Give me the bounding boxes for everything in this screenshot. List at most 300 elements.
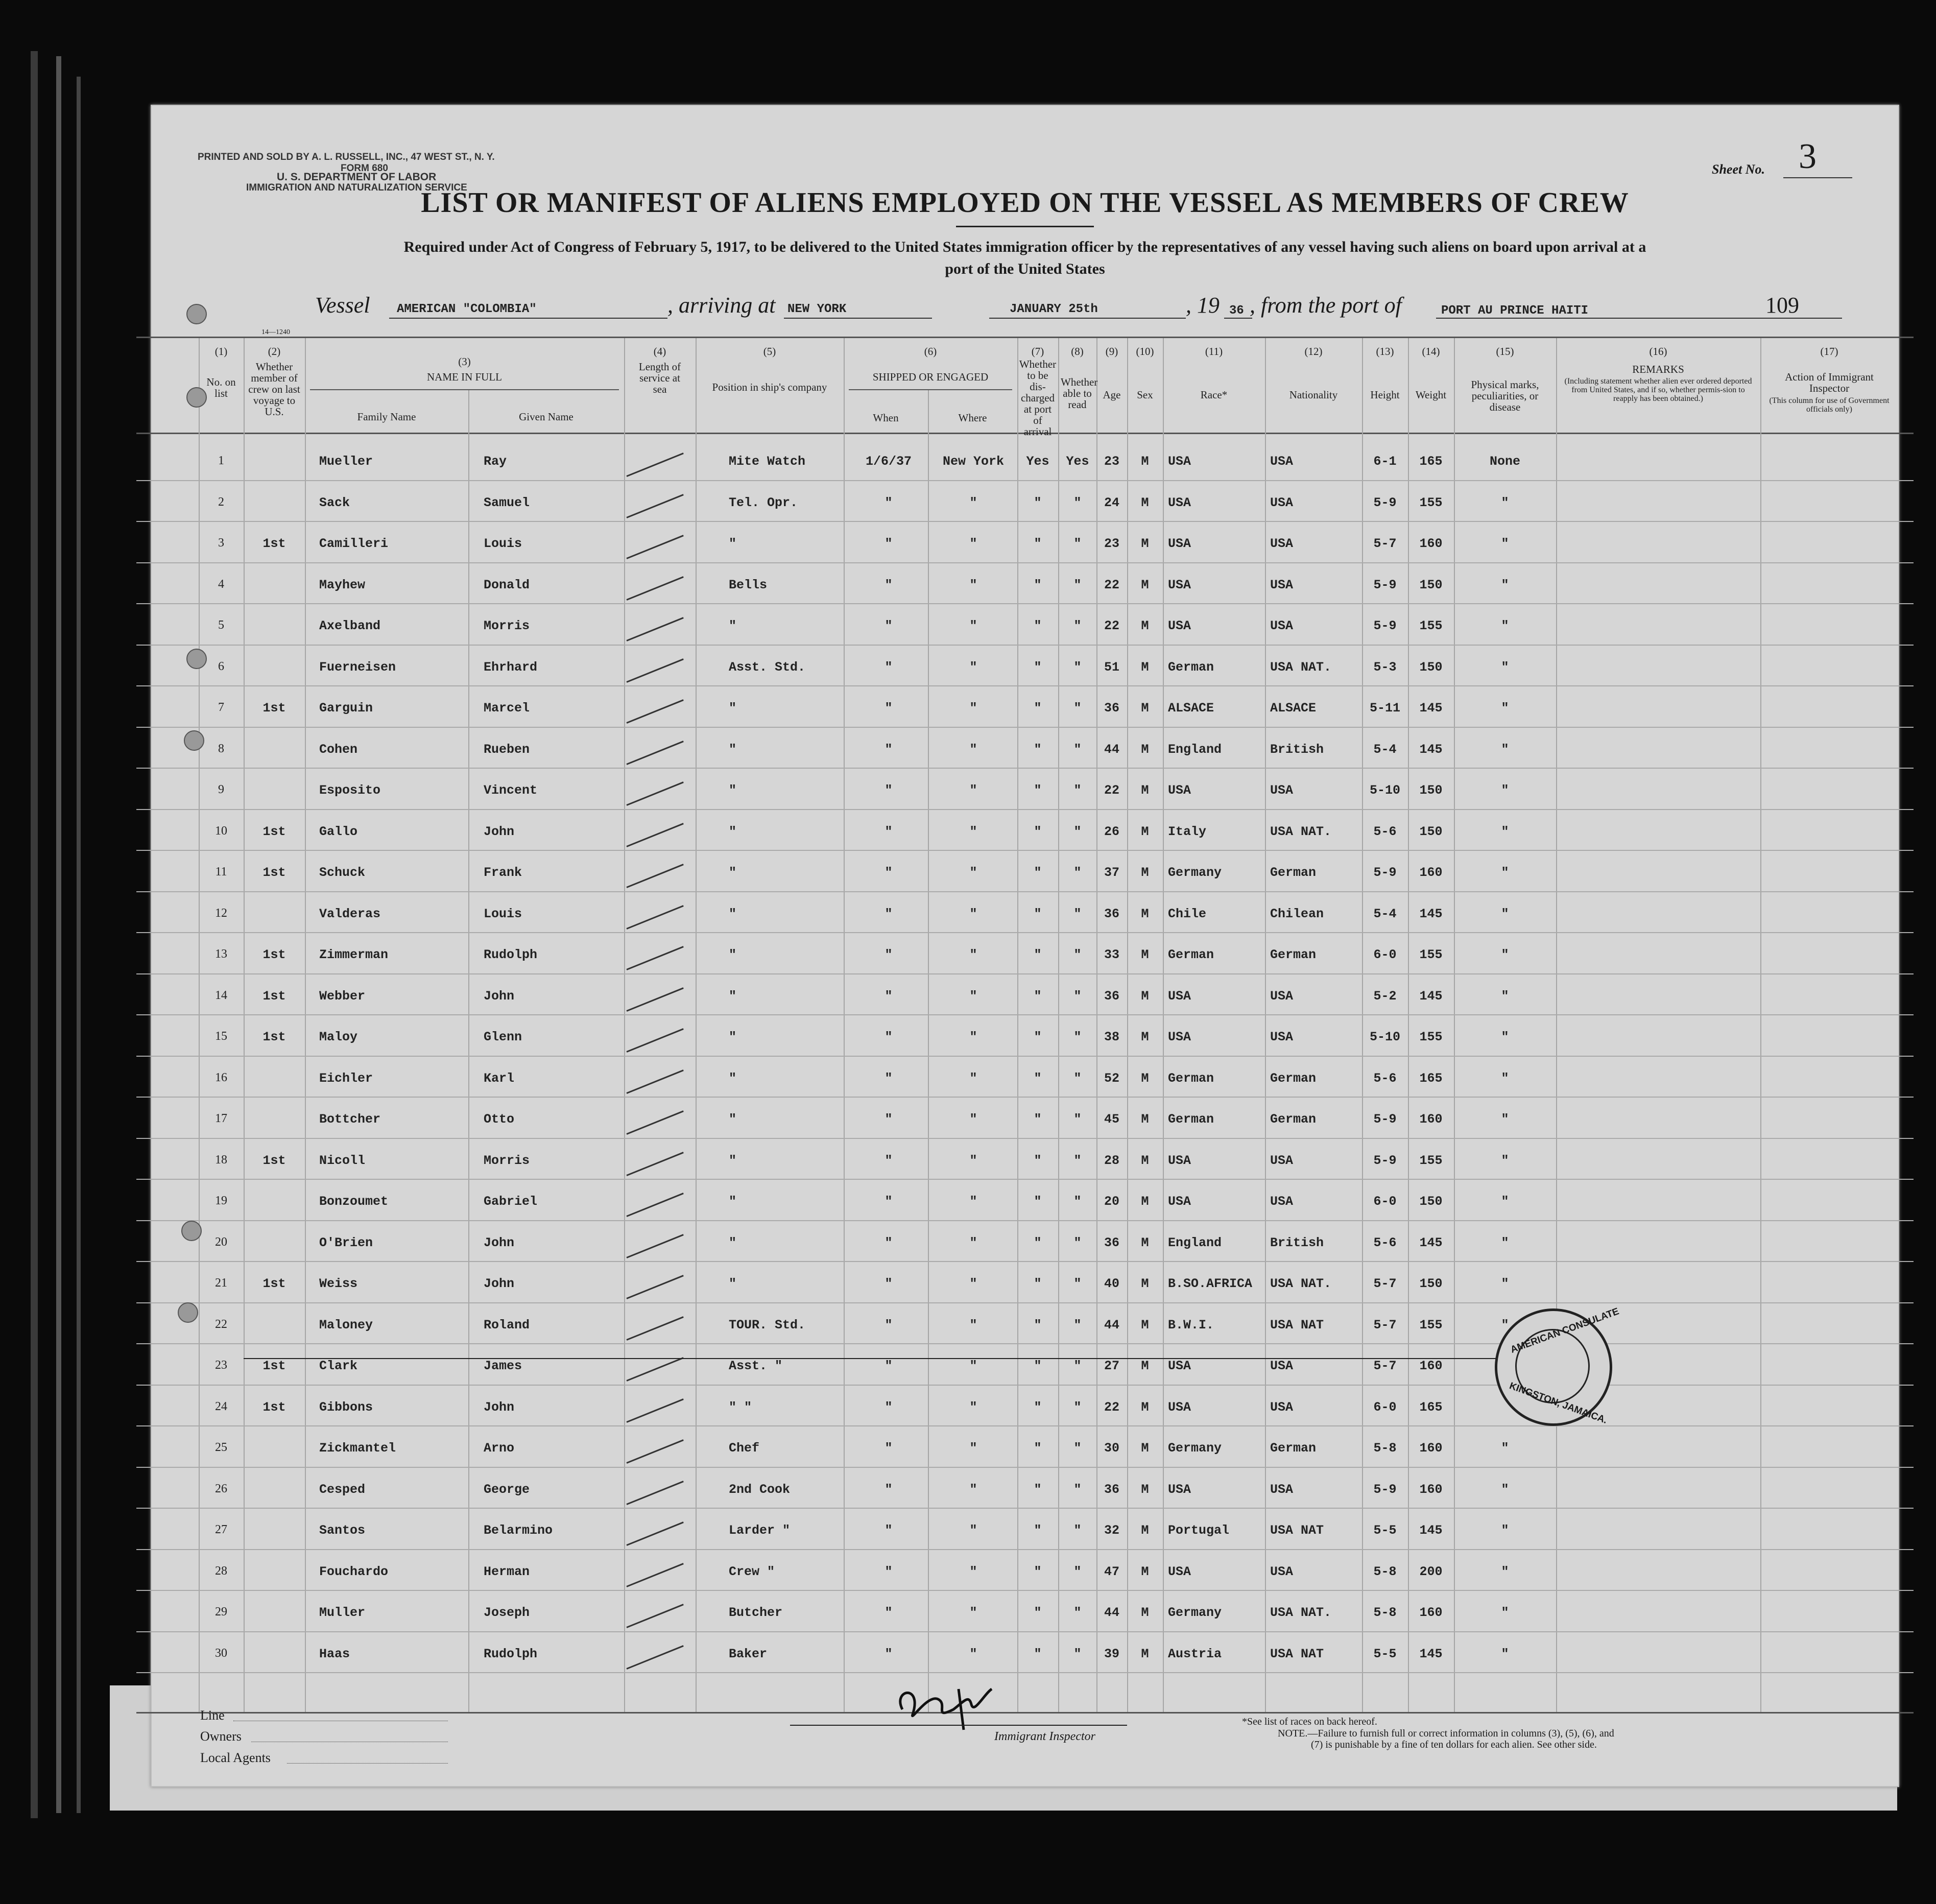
cell-where: " bbox=[969, 1359, 977, 1373]
cell-position: " bbox=[729, 1235, 737, 1250]
cell-read: " bbox=[1073, 1194, 1082, 1209]
cell-position: " bbox=[729, 1112, 737, 1127]
cell-race: USA bbox=[1168, 988, 1191, 1004]
cell-age: 36 bbox=[1104, 906, 1119, 921]
cell-no: 13 bbox=[215, 947, 227, 961]
cell-nat: German bbox=[1270, 1070, 1317, 1086]
cell-member: 1st bbox=[262, 701, 286, 716]
cell-read: " bbox=[1073, 1112, 1082, 1127]
cell-disch: " bbox=[1034, 947, 1042, 962]
cell-race: USA bbox=[1168, 1359, 1191, 1373]
service-length-mark bbox=[626, 741, 683, 765]
from-label: , from the port of bbox=[1250, 293, 1402, 318]
service-length-mark bbox=[626, 535, 683, 559]
cell-sex: M bbox=[1141, 865, 1149, 880]
printer-line-1: PRINTED AND SOLD BY A. L. RUSSELL, INC., 47 WEST ST., N. Y. bbox=[198, 152, 495, 162]
cell-marks: " bbox=[1501, 701, 1509, 716]
cell-family: Gallo bbox=[319, 824, 358, 839]
cell-weight: 155 bbox=[1419, 495, 1443, 510]
cell-age: 52 bbox=[1104, 1070, 1119, 1086]
cell-sex: M bbox=[1141, 1235, 1149, 1250]
cell-no: 17 bbox=[215, 1112, 227, 1125]
cell-nat: British bbox=[1270, 1235, 1324, 1250]
col-num-5: (5) bbox=[763, 345, 776, 358]
cell-disch: " bbox=[1034, 1482, 1042, 1497]
service-length-mark bbox=[626, 658, 683, 683]
consulate-stamp bbox=[1495, 1306, 1621, 1426]
cell-where: " bbox=[969, 947, 977, 962]
cell-disch: " bbox=[1034, 1646, 1042, 1661]
cell-position: Butcher bbox=[729, 1605, 783, 1620]
cell-given: John bbox=[484, 988, 515, 1004]
cell-given: John bbox=[484, 1235, 515, 1250]
service-length-mark bbox=[626, 1234, 683, 1258]
cell-disch: " bbox=[1034, 1523, 1042, 1538]
cell-marks: " bbox=[1501, 1646, 1509, 1661]
cell-given: Joseph bbox=[484, 1605, 530, 1620]
cell-position: " bbox=[729, 1276, 737, 1291]
cell-when: " bbox=[885, 947, 893, 962]
cell-weight: 160 bbox=[1419, 1112, 1443, 1127]
cell-when: " bbox=[885, 1605, 893, 1620]
header-weight: Weight bbox=[1415, 389, 1447, 401]
cell-given: Vincent bbox=[484, 783, 538, 798]
cell-position: " " bbox=[729, 1399, 752, 1415]
cell-no: 1 bbox=[218, 454, 224, 467]
cell-sex: M bbox=[1141, 947, 1149, 962]
cell-height: 5-6 bbox=[1373, 824, 1397, 839]
cell-family: Valderas bbox=[319, 906, 381, 921]
cell-read: " bbox=[1073, 1359, 1082, 1373]
cell-position: " bbox=[729, 783, 737, 798]
cell-given: Ehrhard bbox=[484, 659, 538, 675]
punch-hole bbox=[186, 387, 207, 408]
header-name-in-full: NAME IN FULL bbox=[427, 371, 502, 383]
cell-disch: " bbox=[1034, 659, 1042, 675]
cell-when: " bbox=[885, 1235, 893, 1250]
cell-read: " bbox=[1073, 1070, 1082, 1086]
cell-family: Nicoll bbox=[319, 1153, 366, 1168]
cell-nat: USA bbox=[1270, 1564, 1294, 1579]
cell-no: 24 bbox=[215, 1399, 227, 1413]
cell-given: Samuel bbox=[484, 495, 530, 510]
cell-age: 45 bbox=[1104, 1112, 1119, 1127]
cell-when: " bbox=[885, 742, 893, 757]
from-port: PORT AU PRINCE HAITI bbox=[1441, 304, 1589, 318]
cell-no: 30 bbox=[215, 1646, 227, 1660]
cell-read: " bbox=[1073, 865, 1082, 880]
header-remarks-sub: (Including statement whether alien ever ordered deported from United States, and if so, whether permis-sion to reapply has been obtained.) bbox=[1564, 377, 1752, 403]
cell-no: 21 bbox=[215, 1276, 227, 1290]
cell-family: Webber bbox=[319, 988, 366, 1004]
cell-when: " bbox=[885, 824, 893, 839]
cell-marks: " bbox=[1501, 1235, 1509, 1250]
cell-given: Morris bbox=[484, 618, 530, 633]
cell-sex: M bbox=[1141, 742, 1149, 757]
cell-marks: " bbox=[1501, 1153, 1509, 1168]
cell-weight: 165 bbox=[1419, 1070, 1443, 1086]
cell-marks: " bbox=[1501, 742, 1509, 757]
cell-no: 6 bbox=[218, 659, 224, 673]
cell-family: Schuck bbox=[319, 865, 366, 880]
cell-height: 6-0 bbox=[1373, 1399, 1397, 1415]
cell-sex: M bbox=[1141, 1646, 1149, 1661]
cell-when: " bbox=[885, 1359, 893, 1373]
cell-race: USA bbox=[1168, 454, 1191, 469]
cell-member: 1st bbox=[262, 988, 286, 1004]
cell-sex: M bbox=[1141, 906, 1149, 921]
cell-given: John bbox=[484, 1276, 515, 1291]
cell-disch: " bbox=[1034, 536, 1042, 551]
cell-position: " bbox=[729, 906, 737, 921]
vessel-name: AMERICAN "COLOMBIA" bbox=[397, 302, 537, 316]
header-remarks: REMARKS bbox=[1632, 363, 1684, 375]
cell-age: 23 bbox=[1104, 536, 1119, 551]
cell-race: German bbox=[1168, 1112, 1214, 1127]
cell-given: Rudolph bbox=[484, 947, 538, 962]
cell-height: 5-9 bbox=[1373, 618, 1397, 633]
cell-race: USA bbox=[1168, 495, 1191, 510]
cell-nat: USA NAT. bbox=[1270, 1605, 1332, 1620]
service-length-mark bbox=[626, 1398, 683, 1423]
cell-age: 23 bbox=[1104, 454, 1119, 469]
cell-family: Santos bbox=[319, 1523, 366, 1538]
cell-given: Louis bbox=[484, 906, 522, 921]
col-num-1: (1) bbox=[214, 345, 228, 358]
cell-weight: 150 bbox=[1419, 783, 1443, 798]
cell-weight: 155 bbox=[1419, 1030, 1443, 1044]
cell-weight: 160 bbox=[1419, 865, 1443, 880]
cell-weight: 165 bbox=[1419, 1399, 1443, 1415]
cell-nat: USA bbox=[1270, 1030, 1294, 1044]
cell-no: 5 bbox=[218, 618, 224, 632]
cell-where: " bbox=[969, 1194, 977, 1209]
header-action-sub: (This column for use of Government officials only) bbox=[1769, 396, 1890, 414]
cell-marks: " bbox=[1501, 1317, 1509, 1332]
cell-family: Sack bbox=[319, 495, 350, 510]
cell-sex: M bbox=[1141, 783, 1149, 798]
cell-disch: " bbox=[1034, 824, 1042, 839]
cell-height: 5-10 bbox=[1369, 783, 1400, 798]
header-action-inspector: Action of Immigrant Inspector bbox=[1785, 371, 1874, 395]
cell-weight: 150 bbox=[1419, 577, 1443, 592]
cell-height: 5-11 bbox=[1369, 701, 1400, 716]
cell-position: Tel. Opr. bbox=[729, 495, 798, 510]
cell-nat: ALSACE bbox=[1270, 701, 1317, 716]
cell-no: 26 bbox=[215, 1482, 227, 1495]
cell-race: Italy bbox=[1168, 824, 1207, 839]
cell-age: 22 bbox=[1104, 783, 1119, 798]
cell-sex: M bbox=[1141, 1482, 1149, 1497]
cell-marks: " bbox=[1501, 659, 1509, 675]
service-length-mark bbox=[626, 905, 683, 930]
header-length-service: Length of service at sea bbox=[638, 361, 681, 396]
col-num-12: (12) bbox=[1304, 345, 1323, 358]
cell-marks: " bbox=[1501, 1112, 1509, 1127]
cell-when: " bbox=[885, 906, 893, 921]
cell-where: New York bbox=[942, 454, 1005, 469]
cell-age: 20 bbox=[1104, 1194, 1119, 1209]
cell-weight: 160 bbox=[1419, 1605, 1443, 1620]
cell-family: Esposito bbox=[319, 783, 381, 798]
cell-where: " bbox=[969, 1399, 977, 1415]
cell-position: " bbox=[729, 1153, 737, 1168]
cell-given: Herman bbox=[484, 1564, 530, 1579]
cell-family: Eichler bbox=[319, 1070, 373, 1086]
cell-race: USA bbox=[1168, 783, 1191, 798]
cell-read: " bbox=[1073, 1399, 1082, 1415]
cell-where: " bbox=[969, 659, 977, 675]
cell-when: " bbox=[885, 1482, 893, 1497]
cell-family: Axelband bbox=[319, 618, 381, 633]
page-title: LIST OR MANIFEST OF ALIENS EMPLOYED ON THE VESSEL AS MEMBERS OF CREW bbox=[421, 187, 1629, 219]
cell-position: Asst. " bbox=[729, 1359, 783, 1373]
cell-height: 5-7 bbox=[1373, 1317, 1397, 1332]
cell-sex: M bbox=[1141, 1070, 1149, 1086]
cell-where: " bbox=[969, 906, 977, 921]
cell-where: " bbox=[969, 1646, 977, 1661]
cell-read: " bbox=[1073, 659, 1082, 675]
cell-disch: " bbox=[1034, 1070, 1042, 1086]
cell-family: Fuerneisen bbox=[319, 659, 396, 675]
cell-position: 2nd Cook bbox=[729, 1482, 791, 1497]
cell-marks: " bbox=[1501, 577, 1509, 592]
cell-race: USA bbox=[1168, 1030, 1191, 1044]
cell-member: 1st bbox=[262, 1276, 286, 1291]
cell-member: 1st bbox=[262, 1359, 286, 1373]
cell-family: Camilleri bbox=[319, 536, 389, 551]
cell-sex: M bbox=[1141, 1112, 1149, 1127]
cell-age: 44 bbox=[1104, 1317, 1119, 1332]
cell-marks: " bbox=[1501, 536, 1509, 551]
cell-where: " bbox=[969, 1070, 977, 1086]
cell-where: " bbox=[969, 742, 977, 757]
cell-nat: USA bbox=[1270, 1399, 1294, 1415]
cell-family: Mueller bbox=[319, 454, 373, 469]
service-length-mark bbox=[626, 453, 683, 477]
cell-position: " bbox=[729, 1030, 737, 1044]
cell-sex: M bbox=[1141, 1441, 1149, 1456]
cell-where: " bbox=[969, 701, 977, 716]
cell-race: ALSACE bbox=[1168, 701, 1214, 716]
cell-age: 22 bbox=[1104, 618, 1119, 633]
cell-read: " bbox=[1073, 1276, 1082, 1291]
cell-marks: " bbox=[1501, 1441, 1509, 1456]
cell-position: TOUR. Std. bbox=[729, 1317, 806, 1332]
cell-given: Roland bbox=[484, 1317, 530, 1332]
cell-read: " bbox=[1073, 1523, 1082, 1538]
inspector-label: Immigrant Inspector bbox=[994, 1730, 1095, 1743]
cell-nat: USA bbox=[1270, 577, 1294, 592]
cell-height: 5-8 bbox=[1373, 1564, 1397, 1579]
service-length-mark bbox=[626, 494, 683, 518]
cell-marks: " bbox=[1501, 1276, 1509, 1291]
cell-position: " bbox=[729, 947, 737, 962]
header-race: Race* bbox=[1200, 389, 1228, 401]
cell-race: USA bbox=[1168, 577, 1191, 592]
cell-when: " bbox=[885, 1276, 893, 1291]
cell-height: 5-4 bbox=[1373, 906, 1397, 921]
races-note: *See list of races on back hereof. bbox=[1242, 1716, 1377, 1727]
service-length-mark bbox=[626, 576, 683, 601]
cell-given: Ray bbox=[484, 454, 507, 469]
cell-where: " bbox=[969, 1112, 977, 1127]
cell-race: B.SO.AFRICA bbox=[1168, 1276, 1253, 1291]
cell-age: 47 bbox=[1104, 1564, 1119, 1579]
cell-family: Maloy bbox=[319, 1030, 358, 1044]
cell-height: 5-7 bbox=[1373, 1276, 1397, 1291]
service-length-mark bbox=[626, 1069, 683, 1094]
cell-height: 5-2 bbox=[1373, 988, 1397, 1004]
cell-sex: M bbox=[1141, 1523, 1149, 1538]
col-num-2: (2) bbox=[268, 345, 281, 358]
cell-age: 30 bbox=[1104, 1441, 1119, 1456]
cell-when: " bbox=[885, 1564, 893, 1579]
cell-height: 5-3 bbox=[1373, 659, 1397, 675]
cell-marks: " bbox=[1501, 947, 1509, 962]
note-line-1: NOTE.—Failure to furnish full or correct information in columns (3), (5), (6), and bbox=[1278, 1728, 1614, 1739]
cell-where: " bbox=[969, 783, 977, 798]
cell-height: 5-8 bbox=[1373, 1441, 1397, 1456]
cell-position: " bbox=[729, 536, 737, 551]
cell-sex: M bbox=[1141, 1153, 1149, 1168]
cell-family: Haas bbox=[319, 1646, 350, 1661]
header-physical-marks: Physical marks, peculiarities, or disease bbox=[1471, 378, 1539, 414]
cell-race: German bbox=[1168, 659, 1214, 675]
cell-marks: " bbox=[1501, 824, 1509, 839]
cell-family: Garguin bbox=[319, 701, 373, 716]
note-line-2: (7) is punishable by a fine of ten dollars for each alien. See other side. bbox=[1311, 1739, 1597, 1750]
cell-weight: 150 bbox=[1419, 659, 1443, 675]
cell-member: 1st bbox=[262, 865, 286, 880]
cell-member: 1st bbox=[262, 1030, 286, 1044]
cell-read: " bbox=[1073, 577, 1082, 592]
cell-age: 40 bbox=[1104, 1276, 1119, 1291]
cell-weight: 145 bbox=[1419, 988, 1443, 1004]
cell-height: 5-7 bbox=[1373, 536, 1397, 551]
cell-no: 23 bbox=[215, 1359, 227, 1372]
cell-disch: " bbox=[1034, 783, 1042, 798]
cell-height: 5-9 bbox=[1373, 865, 1397, 880]
cell-sex: M bbox=[1141, 701, 1149, 716]
cell-when: " bbox=[885, 659, 893, 675]
col-num-9: (9) bbox=[1105, 345, 1118, 358]
cell-where: " bbox=[969, 1276, 977, 1291]
header-member: Whether member of crew on last voyage to U.S. bbox=[248, 361, 300, 418]
cell-height: 6-0 bbox=[1373, 947, 1397, 962]
cell-family: Cohen bbox=[319, 742, 358, 757]
cell-no: 8 bbox=[218, 742, 224, 755]
cell-no: 2 bbox=[218, 495, 224, 509]
cell-race: B.W.I. bbox=[1168, 1317, 1214, 1332]
cell-weight: 160 bbox=[1419, 1482, 1443, 1497]
header-sex: Sex bbox=[1137, 389, 1153, 401]
cell-nat: USA bbox=[1270, 1194, 1294, 1209]
header-height: Height bbox=[1370, 389, 1400, 401]
stamp-bottom-text: KINGSTON, JAMAICA. bbox=[1508, 1381, 1609, 1426]
cell-given: Morris bbox=[484, 1153, 530, 1168]
cell-when: " bbox=[885, 618, 893, 633]
cell-nat: British bbox=[1270, 742, 1324, 757]
cell-position: " bbox=[729, 701, 737, 716]
cell-height: 5-9 bbox=[1373, 1112, 1397, 1127]
sheet-number: 3 bbox=[1799, 137, 1817, 176]
cell-nat: USA bbox=[1270, 783, 1294, 798]
cell-read: " bbox=[1073, 906, 1082, 921]
cell-weight: 200 bbox=[1419, 1564, 1443, 1579]
cell-age: 36 bbox=[1104, 1235, 1119, 1250]
printer-line-2: FORM 680 bbox=[341, 163, 388, 174]
cell-weight: 145 bbox=[1419, 1646, 1443, 1661]
service-length-mark bbox=[626, 1193, 683, 1217]
cell-when: " bbox=[885, 1523, 893, 1538]
cell-height: 5-5 bbox=[1373, 1646, 1397, 1661]
service-length-mark bbox=[626, 1110, 683, 1135]
cell-age: 51 bbox=[1104, 659, 1119, 675]
cell-where: " bbox=[969, 1153, 977, 1168]
cell-when: " bbox=[885, 1030, 893, 1044]
cell-no: 7 bbox=[218, 701, 224, 714]
cell-weight: 155 bbox=[1419, 1153, 1443, 1168]
cell-family: Zickmantel bbox=[319, 1441, 396, 1456]
cell-disch: " bbox=[1034, 1194, 1042, 1209]
cell-marks: " bbox=[1501, 618, 1509, 633]
punch-hole bbox=[186, 304, 207, 324]
cell-nat: USA bbox=[1270, 536, 1294, 551]
header-given-name: Given Name bbox=[519, 411, 573, 423]
cell-disch: " bbox=[1034, 495, 1042, 510]
cell-no: 11 bbox=[215, 865, 227, 878]
cell-nat: USA bbox=[1270, 1482, 1294, 1497]
cell-nat: USA bbox=[1270, 1153, 1294, 1168]
cell-disch: " bbox=[1034, 1276, 1042, 1291]
cell-read: " bbox=[1073, 824, 1082, 839]
service-length-mark bbox=[626, 1275, 683, 1299]
col-num-3: (3) bbox=[458, 355, 471, 368]
cell-age: 44 bbox=[1104, 1605, 1119, 1620]
cell-given: Rudolph bbox=[484, 1646, 538, 1661]
cell-where: " bbox=[969, 1482, 977, 1497]
cell-position: Crew " bbox=[729, 1564, 775, 1579]
cell-no: 4 bbox=[218, 577, 224, 591]
cell-member: 1st bbox=[262, 824, 286, 839]
cell-where: " bbox=[969, 536, 977, 551]
cell-member: 1st bbox=[262, 947, 286, 962]
service-length-mark bbox=[626, 1604, 683, 1628]
cell-member: 1st bbox=[262, 536, 286, 551]
cell-no: 28 bbox=[215, 1564, 227, 1578]
cell-position: Larder " bbox=[729, 1523, 791, 1538]
cell-family: Cesped bbox=[319, 1482, 366, 1497]
header-where: Where bbox=[958, 412, 987, 424]
cell-nat: USA NAT. bbox=[1270, 824, 1332, 839]
cell-race: German bbox=[1168, 947, 1214, 962]
cell-given: Donald bbox=[484, 577, 530, 592]
cell-family: Muller bbox=[319, 1605, 366, 1620]
cell-read: " bbox=[1073, 1441, 1082, 1456]
cell-disch: " bbox=[1034, 1153, 1042, 1168]
col-num-17: (17) bbox=[1820, 345, 1838, 358]
cell-when: " bbox=[885, 1112, 893, 1127]
cell-race: USA bbox=[1168, 1153, 1191, 1168]
cell-race: England bbox=[1168, 1235, 1222, 1250]
subtitle-line-1: Required under Act of Congress of February 5, 1917, to be delivered to the United States immigration officer by the representatives of any vessel having such aliens on board upon arrival at a bbox=[403, 239, 1646, 255]
cell-position: " bbox=[729, 742, 737, 757]
cell-nat: USA bbox=[1270, 1359, 1294, 1373]
cell-height: 5-9 bbox=[1373, 495, 1397, 510]
header-able-read: Whether able to read bbox=[1061, 376, 1098, 411]
cell-weight: 145 bbox=[1419, 1235, 1443, 1250]
